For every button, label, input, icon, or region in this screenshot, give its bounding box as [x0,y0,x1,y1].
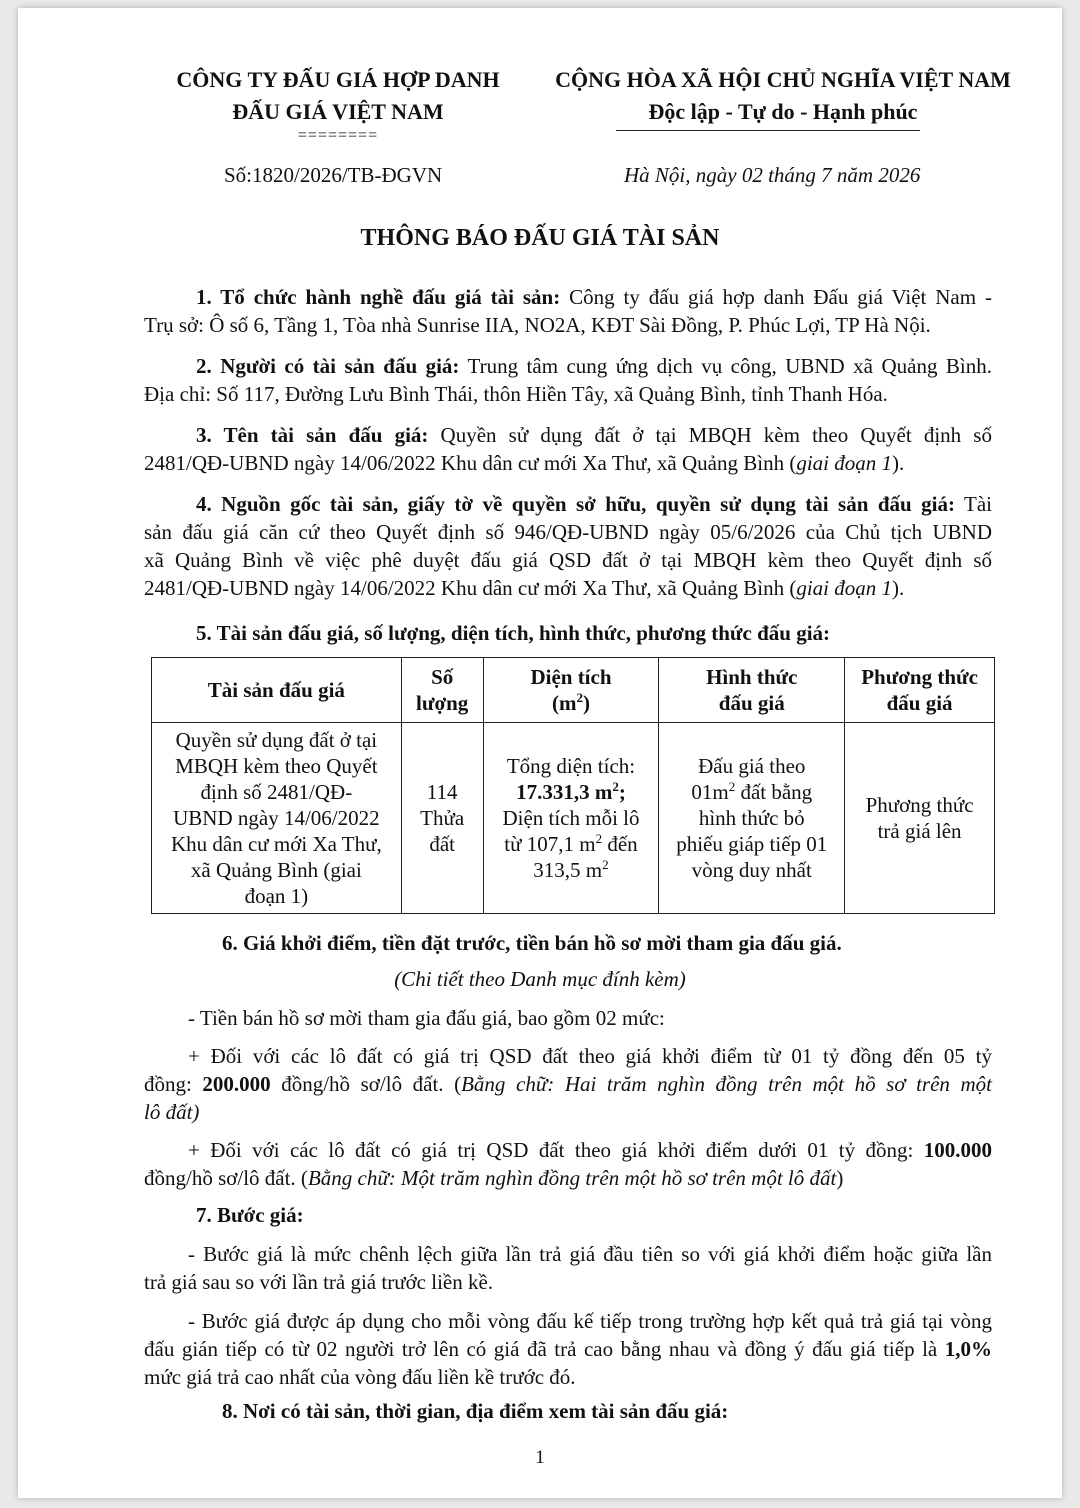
nation-title: CỘNG HÒA XÃ HỘI CHỦ NGHĨA VIỆT NAM [555,67,1011,92]
header-form: Hình thức đấu giá [659,658,845,723]
table-header-row [152,658,995,723]
section-6-para-2-line-1: + Đối với các lô đất có giá trị QSD đất theo giá khởi điểm từ 01 tỷ đồng đến 05 tỷ [188,1044,992,1068]
table-row [152,723,995,914]
page-number: 1 [535,1447,545,1468]
company-name-line1: CÔNG TY ĐẤU GIÁ HỢP DANH [176,67,500,92]
section-6-para-3-line-1: + Đối với các lô đất có giá trị QSD đất theo giá khởi điểm dưới 01 tỷ đồng: 100.000 [188,1138,992,1162]
section-7-para-1-line-2: trả giá sau so với lần trả giá trước liền kề. [144,1270,494,1294]
section-6-para-3-line-2: đồng/hồ sơ/lô đất. (Bằng chữ: Một trăm nghìn đồng trên một hồ sơ trên một lô đất) [144,1166,844,1190]
motto-underline [616,130,920,131]
section-4-line-3: xã Quảng Bình về việc phê duyệt đấu giá QSD đất ở tại MBQH kèm theo Quyết định số [144,548,992,572]
section-7-para-2-line-2: đấu gián tiếp có từ 02 người trở lên có giá đã trả cao bằng nhau và đồng ý đấu giá tiếp là 1,0% [144,1337,992,1361]
section-5-heading: 5. Tài sản đấu giá, số lượng, diện tích, hình thức, phương thức đấu giá: [196,621,831,645]
section-4-line-1: 4. Nguồn gốc tài sản, giấy tờ về quyền sở hữu, quyền sử dụng tài sản đấu giá: Tài [196,492,992,516]
asset-table [151,657,995,914]
cell-quantity: 114 Thửa đất [401,723,483,914]
header-quantity: Số lượng [401,658,483,723]
section-6-para-2-line-3: lô đất) [144,1100,200,1124]
header-divider: ======== [297,127,379,144]
section-4-line-2: sản đấu giá căn cứ theo Quyết định số 946/QĐ-UBND ngày 05/6/2026 của Chủ tịch UBND [144,520,992,544]
section-1-line-1: 1. Tổ chức hành nghề đấu giá tài sản: Công ty đấu giá hợp danh Đấu giá Việt Nam - [196,285,993,309]
section-6-para-1: - Tiền bán hồ sơ mời tham gia đấu giá, bao gồm 02 mức: [188,1006,665,1030]
section-8-heading: 8. Nơi có tài sản, thời gian, địa điểm xem tài sản đấu giá: [222,1399,729,1423]
section-4-line-4: 2481/QĐ-UBND ngày 14/06/2022 Khu dân cư mới Xa Thư, xã Quảng Bình (giai đoạn 1). [144,576,905,600]
header-area: Diện tích $(m^2)$ [483,658,659,723]
place-date: Hà Nội, ngày 02 tháng 7 năm 2026 [624,163,921,187]
cell-method: Phương thức trả giá lên [845,723,995,914]
section-7-para-1-line-1: - Bước giá là mức chênh lệch giữa lần trả giá đầu tiên so với giá khởi điểm hoặc giữa lần [188,1242,992,1266]
document-number: Số:1820/2026/TB-ĐGVN [224,163,443,187]
cell-asset: Quyền sử dụng đất ở tại MBQH kèm theo Quyết định số 2481/QĐ- UBND ngày 14/06/2022 Khu dân cư mới Xa Thư, xã Quảng Bình (giai đoạn 1) [152,723,402,914]
section-7-para-2-line-3: mức giá trả cao nhất của vòng đấu liền kề trước đó. [144,1365,576,1389]
document-page [18,8,1062,1498]
header-asset: Tài sản đấu giá [152,658,402,723]
section-3-line-2: 2481/QĐ-UBND ngày 14/06/2022 Khu dân cư mới Xa Thư, xã Quảng Bình (giai đoạn 1). [144,451,905,475]
document-title: THÔNG BÁO ĐẤU GIÁ TÀI SẢN [360,225,720,251]
section-7-para-2-line-1: - Bước giá được áp dụng cho mỗi vòng đấu kế tiếp trong trường hợp kết quả trả giá tại vòng [188,1309,992,1333]
nation-motto: Độc lập - Tự do - Hạnh phúc [648,99,918,124]
section-6-note: (Chi tiết theo Danh mục đính kèm) [394,967,686,991]
section-7-heading: 7. Bước giá: [196,1203,304,1227]
section-6-heading: 6. Giá khởi điểm, tiền đặt trước, tiền bán hồ sơ mời tham gia đấu giá. [222,931,842,955]
section-6-para-2-line-2: đồng: 200.000 đồng/hồ sơ/lô đất. (Bằng chữ: Hai trăm nghìn đồng trên một hồ sơ trên một [144,1072,992,1096]
section-2-line-2: Địa chỉ: Số 117, Đường Lưu Bình Thái, thôn Hiền Tây, xã Quảng Bình, tỉnh Thanh Hóa. [144,382,888,406]
section-3-line-1: 3. Tên tài sản đấu giá: Quyền sử dụng đất ở tại MBQH kèm theo Quyết định số [196,423,992,447]
cell-form: Đấu giá theo $01m^2$ đất bằng hình thức bỏ phiếu giáp tiếp 01 vòng duy nhất [659,723,845,914]
section-2-line-1: 2. Người có tài sản đấu giá: Trung tâm cung ứng dịch vụ công, UBND xã Quảng Bình. [196,354,992,378]
cell-area: Tổng diện tích: 17.331,3 $m^2$; Diện tích mỗi lô từ 107,1 $m^2$ đến 313,5 $m^2$ [483,723,659,914]
section-1-line-2: Trụ sở: Ô số 6, Tầng 1, Tòa nhà Sunrise IIA, NO2A, KĐT Sài Đồng, P. Phúc Lợi, TP Hà Nội. [144,313,931,337]
company-name-line2: ĐẤU GIÁ VIỆT NAM [232,99,444,124]
header-method: Phương thức đấu giá [845,658,995,723]
